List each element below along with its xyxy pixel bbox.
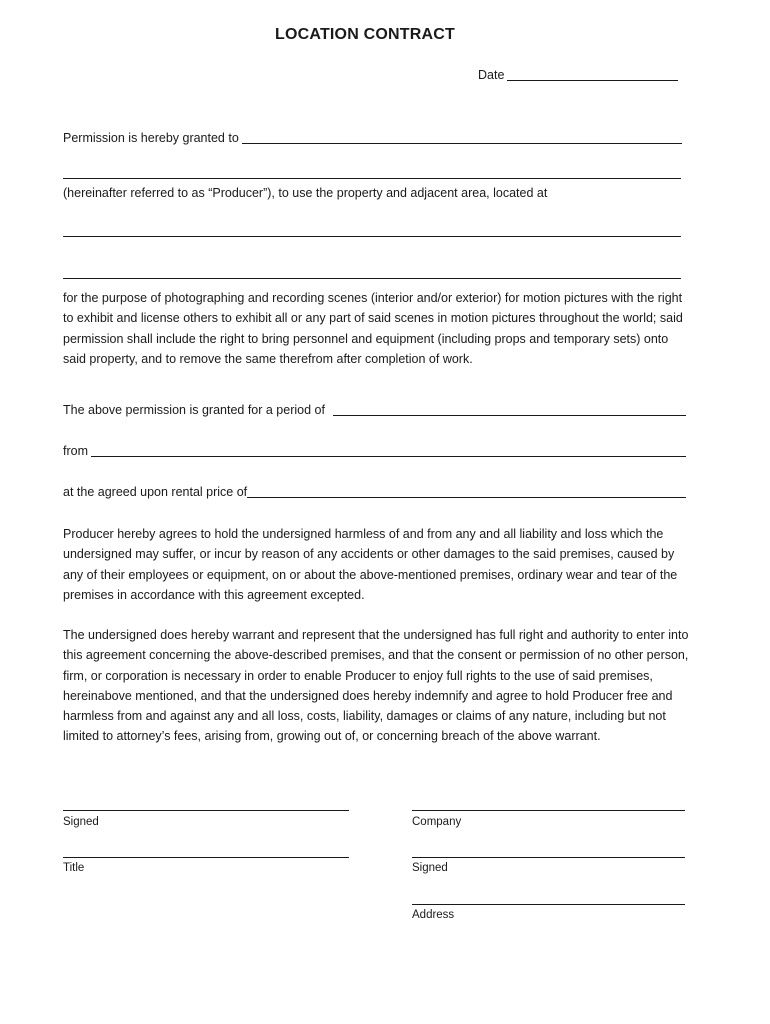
address-line[interactable] bbox=[412, 904, 685, 905]
period-field bbox=[63, 400, 686, 420]
address-blank-1[interactable] bbox=[63, 236, 681, 237]
rental-blank[interactable] bbox=[247, 497, 686, 498]
document-title: LOCATION CONTRACT bbox=[275, 26, 455, 43]
title-label: Title bbox=[63, 862, 85, 874]
right-signed-label: Signed bbox=[412, 862, 448, 874]
date-field bbox=[478, 65, 678, 85]
date-label: Date bbox=[478, 68, 505, 82]
title-line[interactable] bbox=[63, 857, 349, 858]
right-signed-line[interactable] bbox=[412, 857, 685, 858]
rental-label: at the agreed upon rental price of bbox=[63, 485, 248, 499]
left-signed-label: Signed bbox=[63, 816, 99, 828]
purpose-paragraph: for the purpose of photographing and recording scenes (interior and/or exterior) for motion pictures with the right to exhibit and license others to exhibit all or any part of said scenes in motion pictures throughout the world; said permission shall include the right to bring personnel and equipment (including props and temporary sets) onto said property, and to remove the same therefrom after completion of work. bbox=[63, 291, 683, 366]
grantee-blank[interactable] bbox=[242, 143, 682, 144]
permission-label: Permission is hereby granted to bbox=[63, 131, 239, 145]
period-label: The above permission is granted for a period of bbox=[63, 403, 325, 417]
company-line[interactable] bbox=[412, 810, 685, 811]
from-blank[interactable] bbox=[91, 456, 686, 457]
warranty-paragraph: The undersigned does hereby warrant and represent that the undersigned has full right and authority to enter into this agreement concerning the above-described premises, and that the consent or permission of no other person, firm, or corporation is necessary in order to enable Producer to enjoy full rights to the use of said premises, hereinabove mentioned, and that the undersigned does hereby indemnify and agree to hold Producer free and harmless from and against any and all loss, costs, liability, damages or claims of any nature, including but not limited to attorney’s fees, arising from, growing out of, or concerning breach of the above warrant. bbox=[63, 628, 689, 744]
producer-clause: (hereinafter referred to as “Producer”), to use the property and adjacent area, located at bbox=[63, 186, 548, 200]
from-label: from bbox=[63, 444, 88, 458]
rental-field bbox=[63, 482, 686, 502]
grantee-continuation-blank[interactable] bbox=[63, 178, 681, 179]
address-label: Address bbox=[412, 909, 455, 921]
permission-field bbox=[63, 128, 682, 148]
from-field bbox=[63, 441, 686, 461]
address-blank-2[interactable] bbox=[63, 278, 681, 279]
period-blank[interactable] bbox=[333, 415, 686, 416]
company-label: Company bbox=[412, 816, 462, 828]
hold-harmless-paragraph: Producer hereby agrees to hold the undersigned harmless of and from any and all liability and loss which the undersigned may suffer, or incur by reason of any accidents or other damages to the said premises, caused by any of their employees or equipment, on or about the above-mentioned premises, ordinary wear and tear of the premises in accordance with this agreement excepted. bbox=[63, 527, 678, 602]
date-blank[interactable] bbox=[507, 80, 678, 81]
left-signed-line[interactable] bbox=[63, 810, 349, 811]
